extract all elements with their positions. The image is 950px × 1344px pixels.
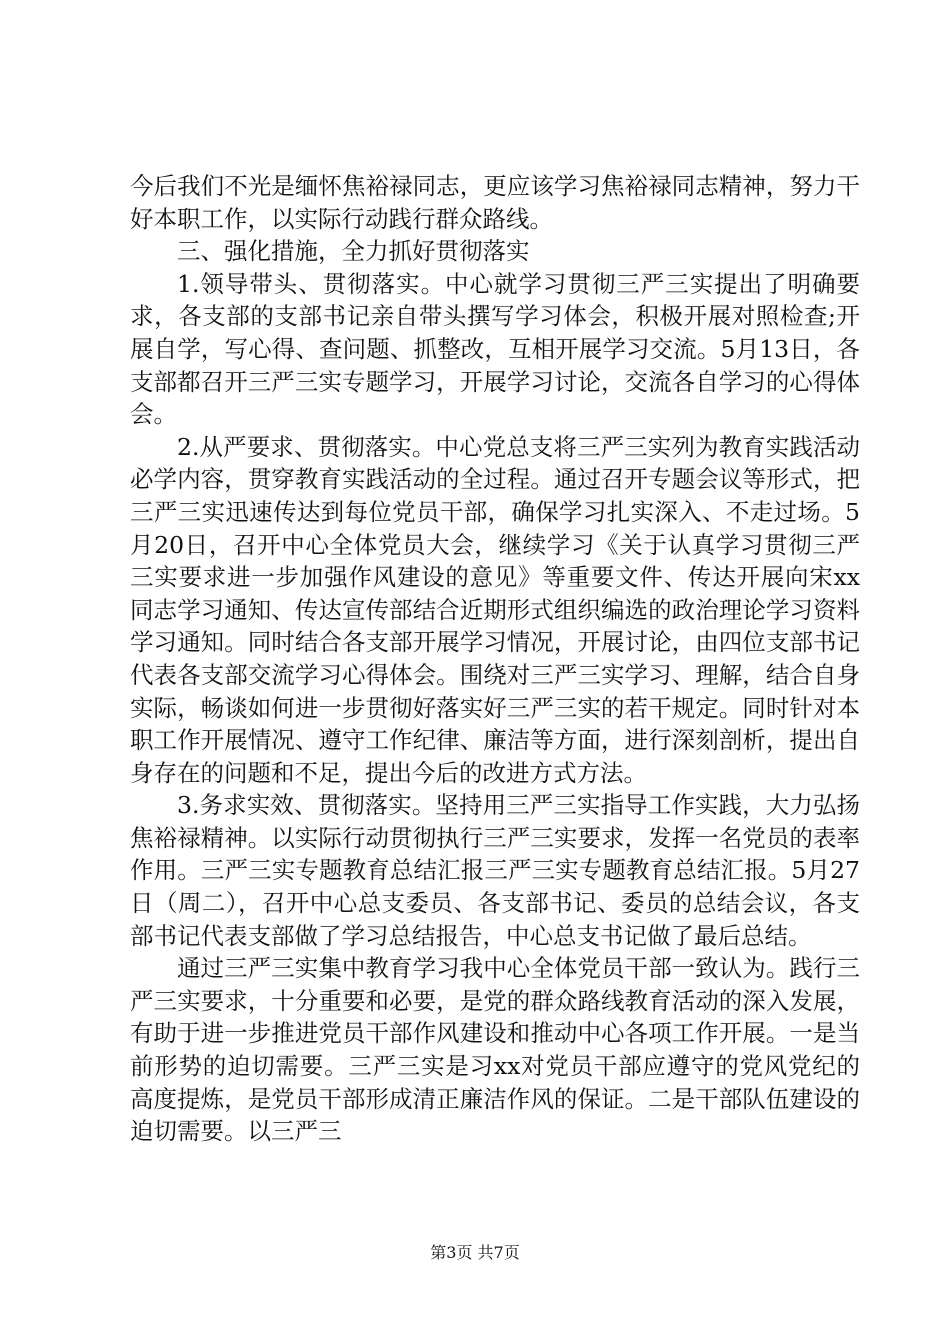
document-body [130, 170, 860, 1148]
section-heading-3: 三、强化措施，全力抓好贯彻落实 [177, 237, 530, 266]
paragraph-conclusion: 通过三严三实集中教育学习我中心全体党员干部一致认为。践行三严三实要求，十分重要和必要，是党的群众路线教育活动的深入发展，有助于进一步推进党员干部作风建设和推动中心各项工作开展。一是当前形势的迫切需要。三严三实是习xx对党员干部应遵守的党风党纪的高度提炼，是党员干部形成清正廉洁作风的保证。二是干部队伍建设的迫切需要。以三严三 [130, 954, 860, 1146]
paragraph-item-3: 3.务求实效、贯彻落实。坚持用三严三实指导工作实践，大力弘扬焦裕禄精神。以实际行动贯彻执行三严三实要求，发挥一名党员的表率作用。三严三实专题教育总结汇报三严三实专题教育总结汇报。5月27日（周二），召开中心总支委员、各支部书记、委员的总结会议，各支部书记代表支部做了学习总结报告，中心总支书记做了最后总结。 [130, 791, 860, 950]
paragraph-item-2: 2.从严要求、贯彻落实。中心党总支将三严三实列为教育实践活动必学内容，贯穿教育实践活动的全过程。通过召开专题会议等形式，把三严三实迅速传达到每位党员干部，确保学习扎实深入、不走过场。5月20日，召开中心全体党员大会，继续学习《关于认真学习贯彻三严三实要求进一步加强作风建设的意见》等重要文件、传达开展向宋xx同志学习通知、传达宣传部结合近期形式组织编选的政治理论学习资料学习通知。同时结合各支部开展学习情况，开展讨论，由四位支部书记代表各支部交流学习心得体会。围绕对三严三实学习、理解，结合自身实际，畅谈如何进一步贯彻好落实好三严三实的若干规定。同时针对本职工作开展情况、遵守工作纪律、廉洁等方面，进行深刻剖析，提出自身存在的问题和不足，提出今后的改进方式方法。 [130, 432, 860, 787]
paragraph-item-1: 1.领导带头、贯彻落实。中心就学习贯彻三严三实提出了明确要求，各支部的支部书记亲自带头撰写学习体会，积极开展对照检查;开展自学，写心得、查问题、抓整改，互相开展学习交流。5月13日，各支部都召开三严三实专题学习，开展学习讨论，交流各自学习的心得体会。 [130, 269, 860, 429]
paragraph-1: 今后我们不光是缅怀焦裕禄同志，更应该学习焦裕禄同志精神，努力干好本职工作，以实际行动践行群众路线。 [130, 172, 860, 233]
page-number: 第3页 共7页 [430, 1243, 520, 1262]
